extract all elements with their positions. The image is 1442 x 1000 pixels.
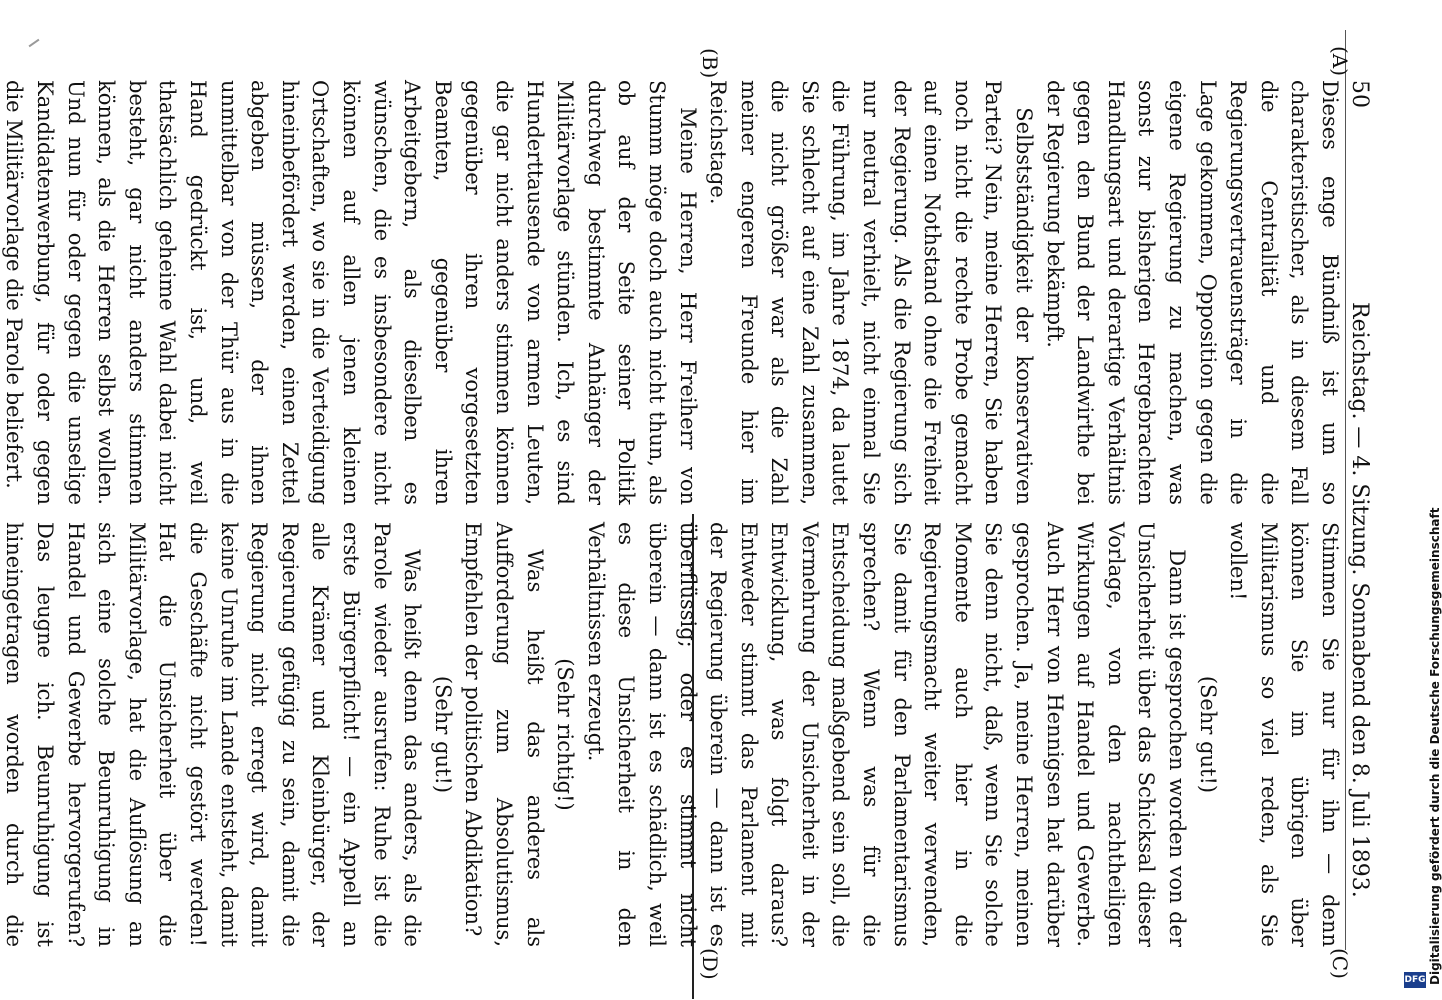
margin-mark-b: (B)	[698, 48, 722, 79]
page-header	[1347, 80, 1372, 980]
interjection: (Sehr gut!)	[1195, 675, 1220, 794]
interjection: (Sehr richtig!)	[553, 658, 578, 811]
digitization-credit: Digitalisierung gefördert durch die Deutsche Forschungsgemeinschaft	[1428, 507, 1442, 985]
paragraph: Dieses enge Bündniß ist um so charakteristischer, als in diesem Fall die Centralität und die Regierungsvertrauensträger in die Lage gekommen, Opposition gegen die eigene Regierung zu machen, was sonst zur bisherigen Hergebrachten Handlungsart und derartige Verhältnis gegen den Bund der Landwirthe bei der Regierung bekämpft.	[1042, 80, 1342, 505]
paragraph: Meine Herren, Herr Freiherr von Stumm möge doch auch nicht thun, als ob auf der Seite seiner Politik durchweg bestimmte Anhänger der Militärvorlage stünden. Ich, es sind Hunderttausende von armen Leuten, die gar nicht anders stimmen können gegenüber ihren vorgesetzten Beamten, gegenüber ihren Arbeitgebern, als dieselben es wünschen, die es insbesondere nicht können auf allen jenen kleinen Ortschaften, wo sie in die Verteidigung hineinbefördert werden, einen Zettel abgeben müssen, der ihnen unmittelbar von der Thür aus in die Hand gedrückt ist, und, weil thatsächlich geheime Wahl dabei nicht besteht, gar nicht anders stimmen können, als die Herren selbst wollen. Und nun für oder gegen die unselige Kandidatenwerbung, für oder gegen die Militärvorlage die Parole beliefert.	[2, 80, 700, 505]
margin-mark-c: (C)	[1328, 948, 1352, 979]
paragraph: Dann ist gesprochen worden von der Unsicherheit über das Schicksal dieser Vorlage, von den nachtheiligen Wirkungen auf Handel und Gewerbe. Auch Herr von Hennigsen hat darüber gesprochen. Ja, meine Herren, meinen Sie denn nicht, daß, wenn Sie solche Momente auch hier in die Regierungsmacht weiter verwenden, Sie damit für den Parlamentarismus sprechen? Wenn was für die Entscheidung maßgebend sein soll, die Vermehrung der Unsicherheit in der Entwicklung, was folgt daraus? Entweder stimmt das Parlament mit der Regierung überein — dann ist es überflüssig; oder es stimmt nicht überein — dann ist es schädlich, weil es diese Unsicherheit in den Verhältnissen erzeugt.	[583, 522, 1190, 947]
credit-strip	[1396, 0, 1432, 1000]
paragraph: Stimmen Sie nur für ihn — denn können Sie im übrigen über Militarismus so viel reden, als Sie wollen!	[1226, 522, 1342, 947]
margin-mark-a: (A)	[1328, 46, 1352, 77]
column-left	[2, 80, 1345, 505]
page-title: Reichstag. — 4. Sitzung. Sonnabend den 8. Juli 1893.	[1347, 302, 1372, 898]
scan-speck	[29, 39, 40, 48]
page-number: 50	[1347, 80, 1372, 108]
paragraph: Selbstständigkeit der konservativen Partei? Nein, meine Herren, Sie haben noch nicht die rechte Probe gemacht auf einen Nothstand ohne die Freiheit der Regierung. Als die Regierung sich nur neutral verhielt, nicht einmal Sie die Führung, im Jahre 1874, da lautet Sie schlecht auf eine Zahl zusammen, die nicht größer war als die Zahl meiner engeren Freunde hier im Reichstage.	[706, 80, 1037, 505]
paragraph: Was heißt denn das anders, als die Parole wieder ausrufen: Ruhe ist die erste Bürgerpflicht! — ein Appell an alle Krämer und Kleinbürger, der Regierung gefügig zu sein, damit die Regierung nicht erregt wird, damit keine Unruhe im Lande entsteht, damit die Geschäfte nicht gestört werden! Hat die Unsicherheit über die Militärvorlage, hat die Auflösung an sich eine solche Beunruhigung in Handel und Gewerbe hervorgerufen? Das leugne ich. Beunruhigung ist hineingetragen worden durch die	[2, 522, 425, 947]
interjection: (Sehr gut!)	[430, 675, 455, 794]
paragraph: Was heißt das anderes als Aufforderung zum Absolutismus, Empfehlen der politischen Abdikation?	[461, 522, 547, 947]
column-right	[2, 522, 1345, 947]
margin-mark-d: (D)	[698, 948, 722, 980]
header-rule	[1345, 30, 1346, 950]
dfg-logo: DFG	[1404, 972, 1426, 988]
